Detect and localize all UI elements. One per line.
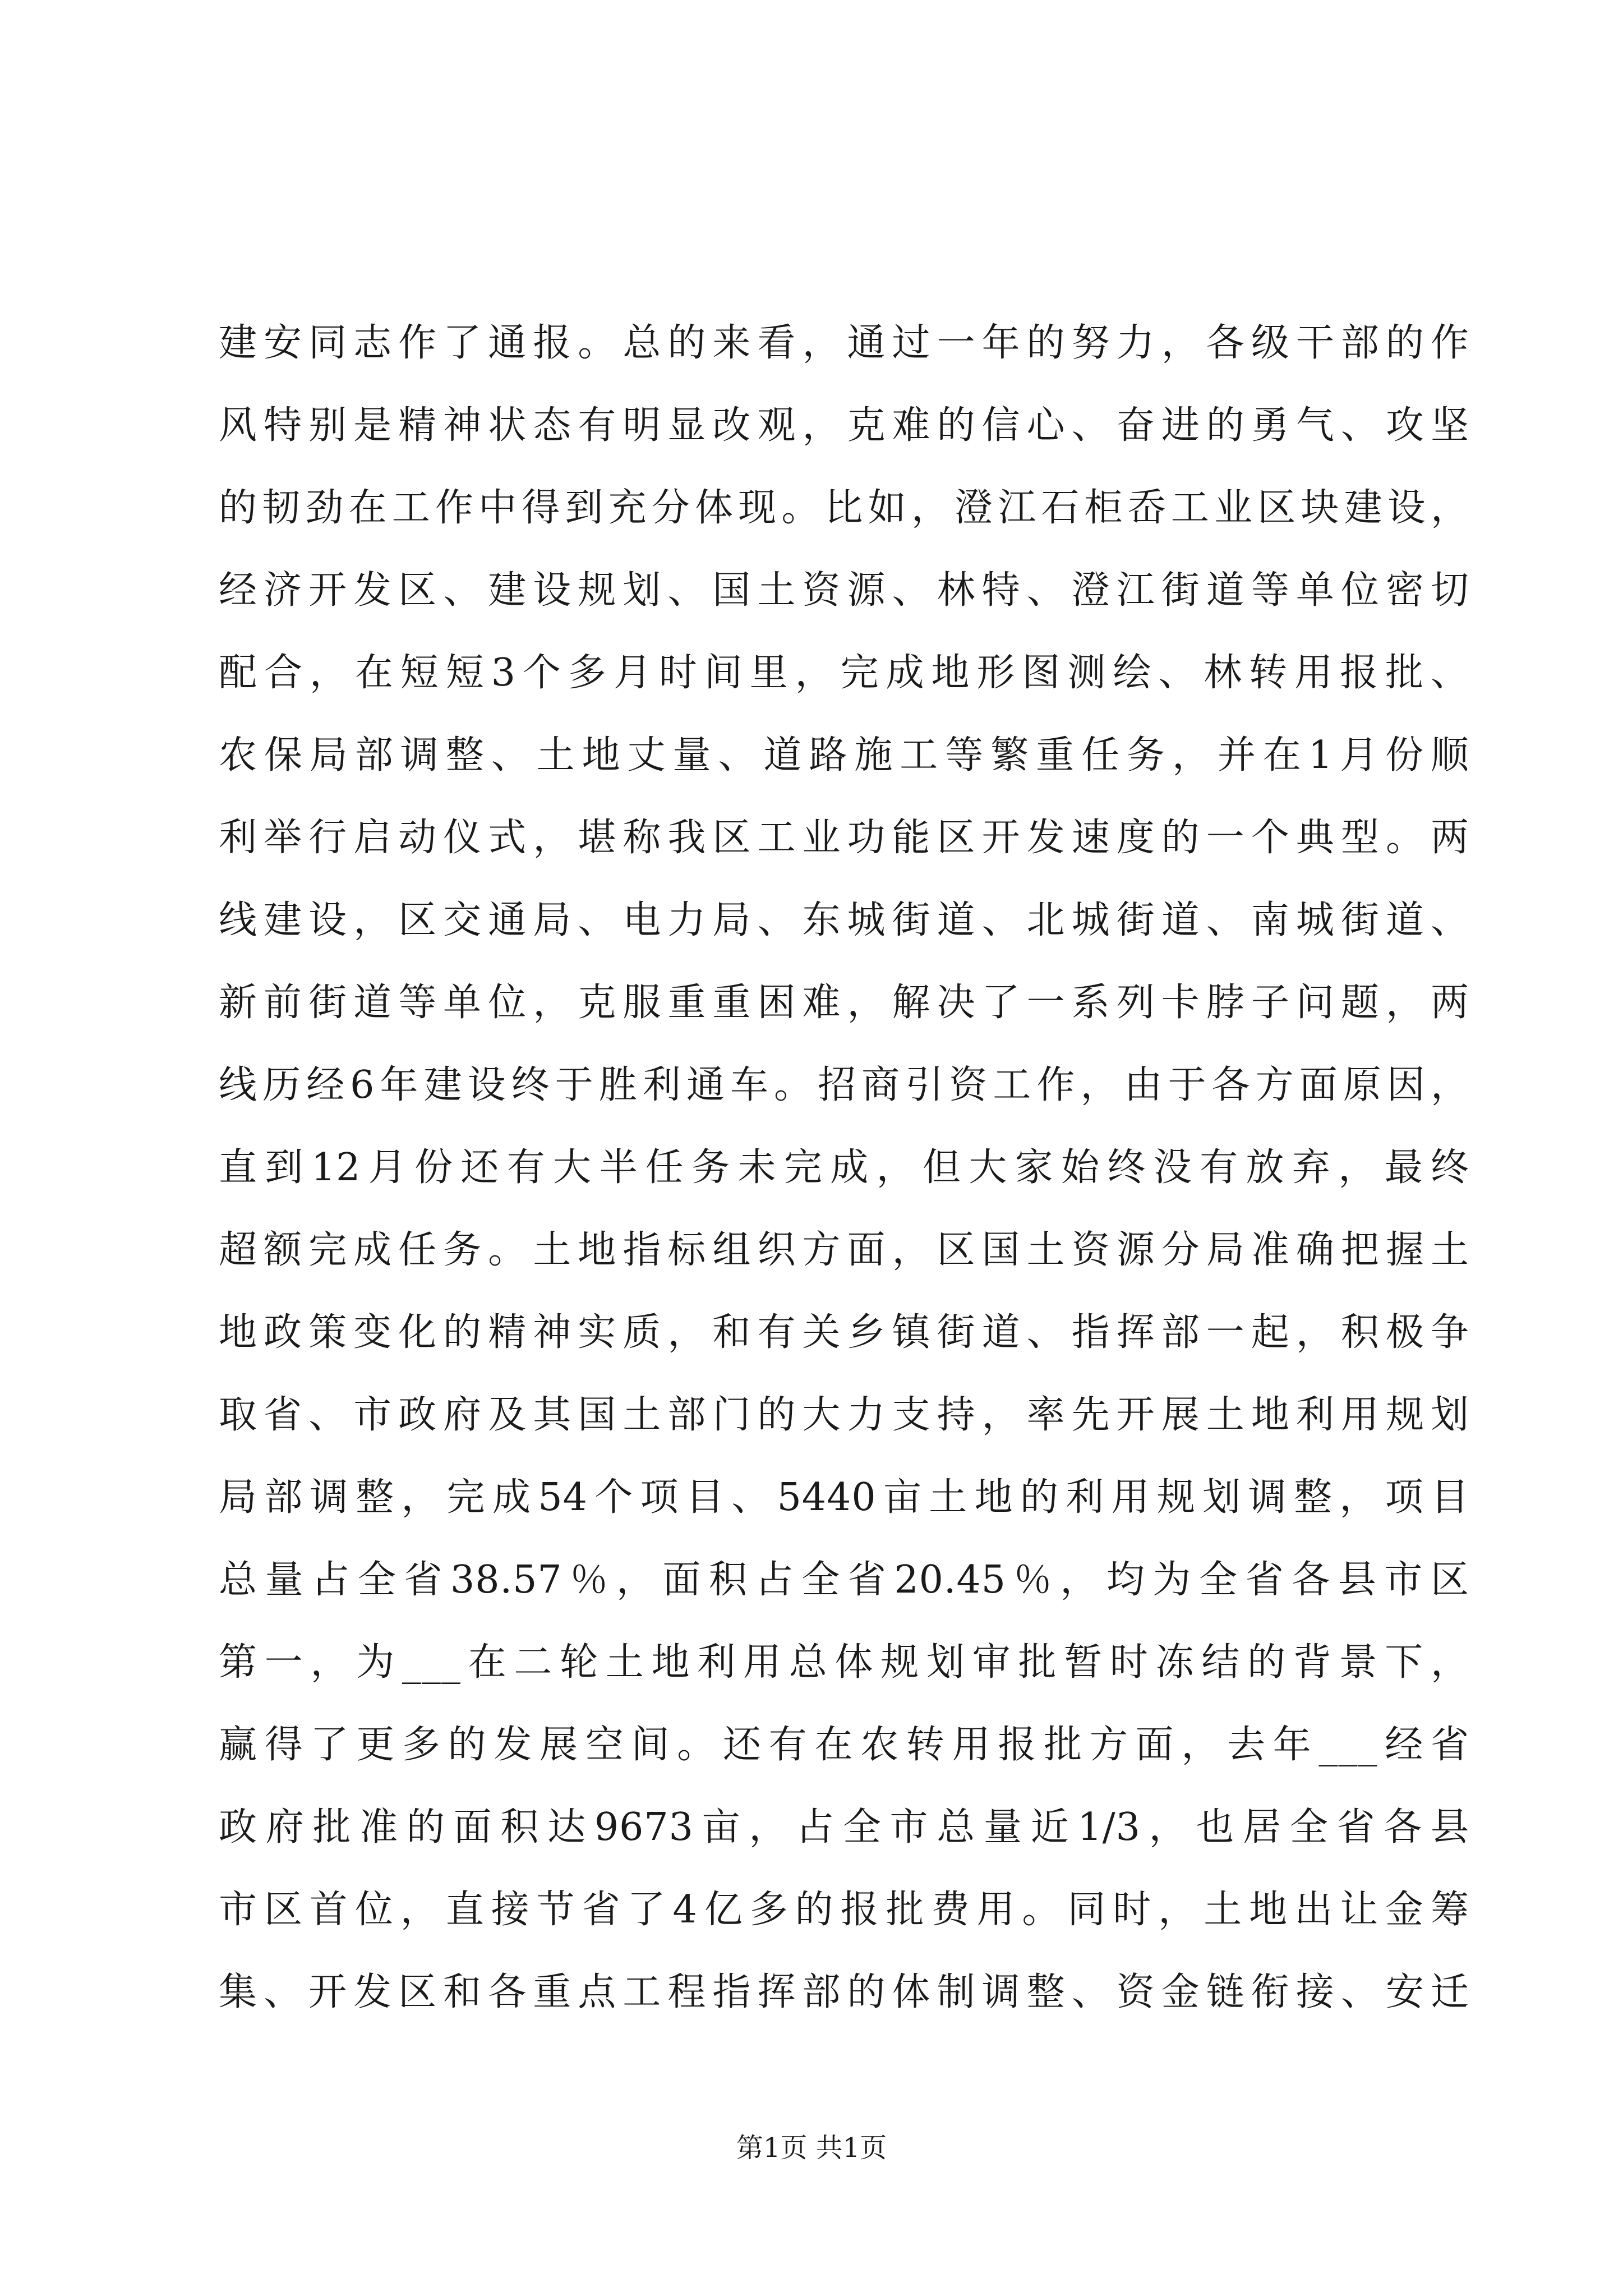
text-line: 局部调整，完成54个项目、5440亩土地的利用规划调整，项目 xyxy=(219,1475,1469,1520)
text-line: 风特别是精神状态有明显改观，克难的信心、奋进的勇气、攻坚 xyxy=(219,403,1469,448)
text-line: 地政策变化的精神实质，和有关乡镇街道、指挥部一起，积极争 xyxy=(219,1310,1469,1355)
text-line: 直到12月份还有大半任务未完成，但大家始终没有放弃，最终 xyxy=(219,1145,1469,1190)
text-line: 超额完成任务。土地指标组织方面，区国土资源分局准确把握土 xyxy=(219,1228,1469,1272)
text-line: 政府批准的面积达9673亩，占全市总量近1/3，也居全省各县 xyxy=(219,1805,1469,1849)
text-line: 取省、市政府及其国土部门的大力支持，率先开展土地利用规划 xyxy=(219,1393,1469,1437)
text-line: 经济开发区、建设规划、国土资源、林特、澄江街道等单位密切 xyxy=(219,568,1469,613)
text-line: 线建设，区交通局、电力局、东城街道、北城街道、南城街道、 xyxy=(219,898,1469,942)
text-line: 集、开发区和各重点工程指挥部的体制调整、资金链衔接、安迁 xyxy=(219,1970,1469,2014)
text-line: 配合，在短短3个多月时间里，完成地形图测绘、林转用报批、 xyxy=(219,651,1469,695)
page-footer: 第1页 共1页 xyxy=(736,2132,887,2164)
body-text xyxy=(219,302,1469,2033)
text-line: 线历经6年建设终于胜利通车。招商引资工作，由于各方面原因， xyxy=(219,1063,1469,1107)
text-line: 第一，为___在二轮土地利用总体规划审批暂时冻结的背景下， xyxy=(219,1640,1469,1685)
text-line: 利举行启动仪式，堪称我区工业功能区开发速度的一个典型。两 xyxy=(219,816,1469,860)
text-line: 建安同志作了通报。总的来看，通过一年的努力，各级干部的作 xyxy=(219,321,1469,365)
text-line: 市区首位，直接节省了4亿多的报批费用。同时，土地出让金筹 xyxy=(219,1888,1469,1932)
text-line: 农保局部调整、土地丈量、道路施工等繁重任务，并在1月份顺 xyxy=(219,733,1469,777)
text-line: 总量占全省38.57％，面积占全省20.45％，均为全省各县市区 xyxy=(219,1558,1469,1602)
text-line: 的韧劲在工作中得到充分体现。比如，澄江石柜岙工业区块建设， xyxy=(219,486,1469,530)
text-line: 新前街道等单位，克服重重困难，解决了一系列卡脖子问题，两 xyxy=(219,981,1469,1025)
text-line: 赢得了更多的发展空间。还有在农转用报批方面，去年___经省 xyxy=(219,1723,1469,1767)
